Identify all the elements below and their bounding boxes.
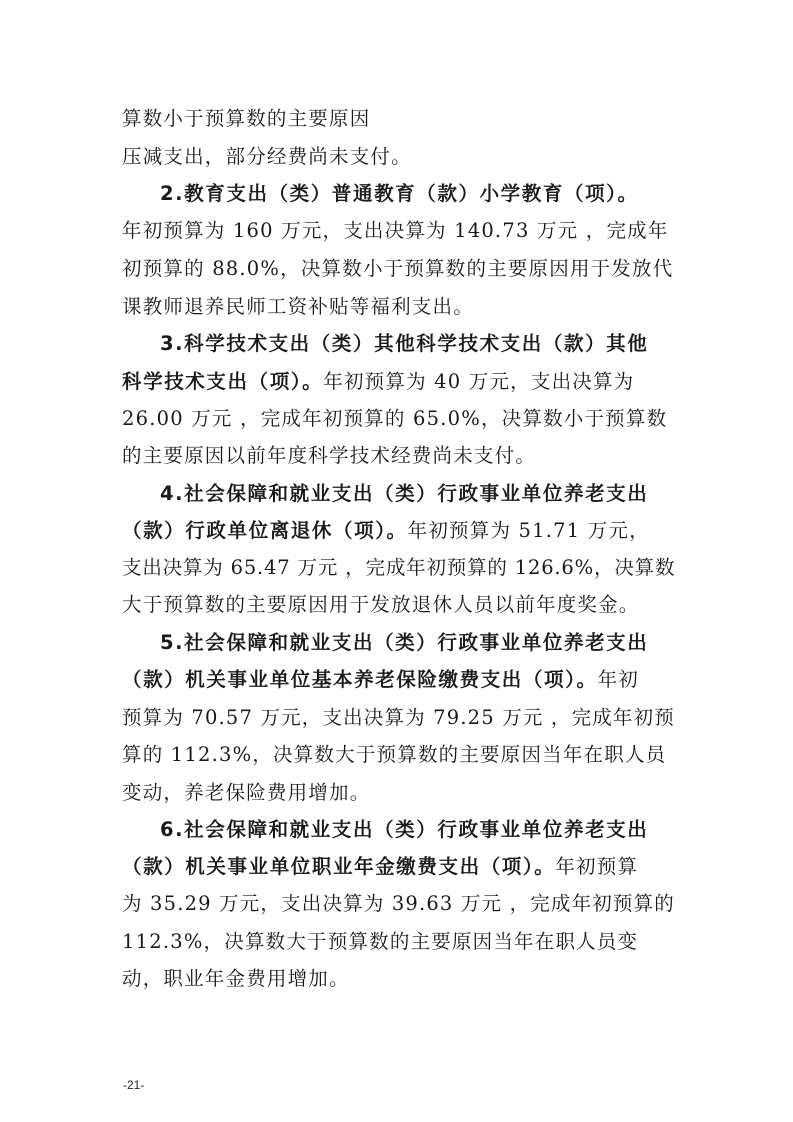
item-4-heading: 4.社会保障和就业支出（类）行政事业单位养老支出 xyxy=(160,482,649,505)
item-4-heading-cont: （款）行政单位离退休（项）。 xyxy=(122,519,408,542)
text-span: 年初 xyxy=(597,668,639,691)
text-line: 初预算的 88.0%，决算数小于预算数的主要原因用于发放代 xyxy=(122,257,674,280)
text-line: 课教师退养民师工资补贴等福利支出。 xyxy=(122,295,474,318)
text-line: 的主要原因以前年度科学技术经费尚未支付。 xyxy=(122,444,537,467)
item-3-heading-cont: 科学技术支出（项）。 xyxy=(122,370,324,393)
text-line xyxy=(122,519,650,543)
text-line: 年初预算为 160 万元，支出决算为 140.73 万元 ，完成年 xyxy=(122,219,669,242)
text-line: 支出决算为 65.47 万元 ，完成年初预算的 126.6%，决算数 xyxy=(122,556,676,579)
item-3-heading: 3.科学技术支出（类）其他科学技术支出（款）其他 xyxy=(160,332,649,355)
text-line: 为 35.29 万元，支出决算为 39.63 万元 ，完成年初预算的 xyxy=(122,892,675,915)
text-line: 26.00 万元 ，完成年初预算的 65.0%，决算数小于预算数 xyxy=(122,407,668,430)
text-line: 变动，养老保险费用增加。 xyxy=(122,781,371,804)
text-line: 压减支出，部分经费尚未支付。 xyxy=(122,145,412,168)
page-number: -21- xyxy=(123,1078,145,1092)
item-6-heading: 6.社会保障和就业支出（类）行政事业单位养老支出 xyxy=(160,818,649,841)
text-span: 年初预算为 51.71 万元， xyxy=(407,519,650,542)
text-line: 算数小于预算数的主要原因 xyxy=(122,107,371,130)
text-line: 112.3%，决算数大于预算数的主要原因当年在职人员变 xyxy=(122,930,639,953)
text-line: 算的 112.3%，决算数大于预算数的主要原因当年在职人员 xyxy=(122,743,667,766)
text-line xyxy=(122,855,638,879)
text-line: 大于预算数的主要原因用于发放退休人员以前年度奖金。 xyxy=(122,593,640,616)
item-2-heading: 2.教育支出（类）普通教育（款）小学教育（项）。 xyxy=(160,182,639,205)
text-line xyxy=(122,668,639,692)
text-line: 动，职业年金费用增加。 xyxy=(122,967,350,990)
text-span: 年初预算为 40 万元，支出决算为 xyxy=(323,370,635,393)
text-span: 年初预算 xyxy=(555,855,639,878)
item-6-heading-cont: （款）机关事业单位职业年金缴费支出（项）。 xyxy=(122,855,556,878)
text-line: 预算为 70.57 万元，支出决算为 79.25 万元 ，完成年初预 xyxy=(122,706,675,729)
text-line xyxy=(122,370,634,394)
item-5-heading-cont: （款）机关事业单位基本养老保险缴费支出（项）。 xyxy=(122,668,598,691)
item-5-heading: 5.社会保障和就业支出（类）行政事业单位养老支出 xyxy=(160,631,649,654)
